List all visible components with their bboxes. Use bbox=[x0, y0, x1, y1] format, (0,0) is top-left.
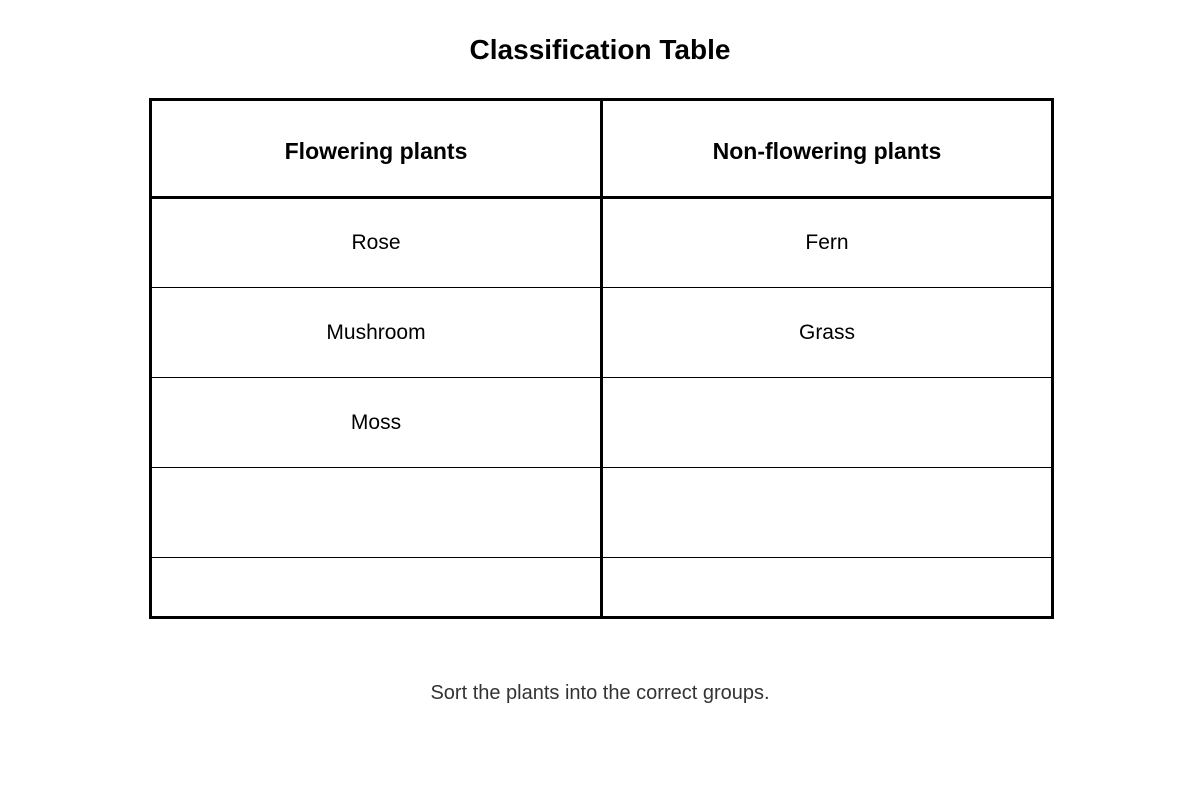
page-title: Classification Table bbox=[469, 34, 731, 65]
table-cell[interactable] bbox=[602, 378, 1053, 468]
table-cell[interactable]: Mushroom bbox=[151, 288, 602, 378]
table-cell[interactable] bbox=[151, 558, 602, 618]
table-cell[interactable]: Fern bbox=[602, 198, 1053, 288]
instruction-text: Sort the plants into the correct groups. bbox=[430, 682, 770, 704]
column-header-flowering: Flowering plants bbox=[151, 100, 602, 198]
table-cell[interactable] bbox=[151, 468, 602, 558]
column-header-non-flowering: Non-flowering plants bbox=[602, 100, 1053, 198]
table-row bbox=[151, 558, 1053, 618]
table-row bbox=[151, 378, 1053, 468]
table-cell[interactable] bbox=[602, 558, 1053, 618]
table-row bbox=[151, 198, 1053, 288]
table-cell[interactable]: Moss bbox=[151, 378, 602, 468]
table-cell[interactable]: Grass bbox=[602, 288, 1053, 378]
table-cell[interactable] bbox=[602, 468, 1053, 558]
table-cell[interactable]: Rose bbox=[151, 198, 602, 288]
table-header-row bbox=[151, 100, 1053, 198]
classification-table bbox=[149, 98, 1054, 619]
table-row bbox=[151, 468, 1053, 558]
table-row bbox=[151, 288, 1053, 378]
